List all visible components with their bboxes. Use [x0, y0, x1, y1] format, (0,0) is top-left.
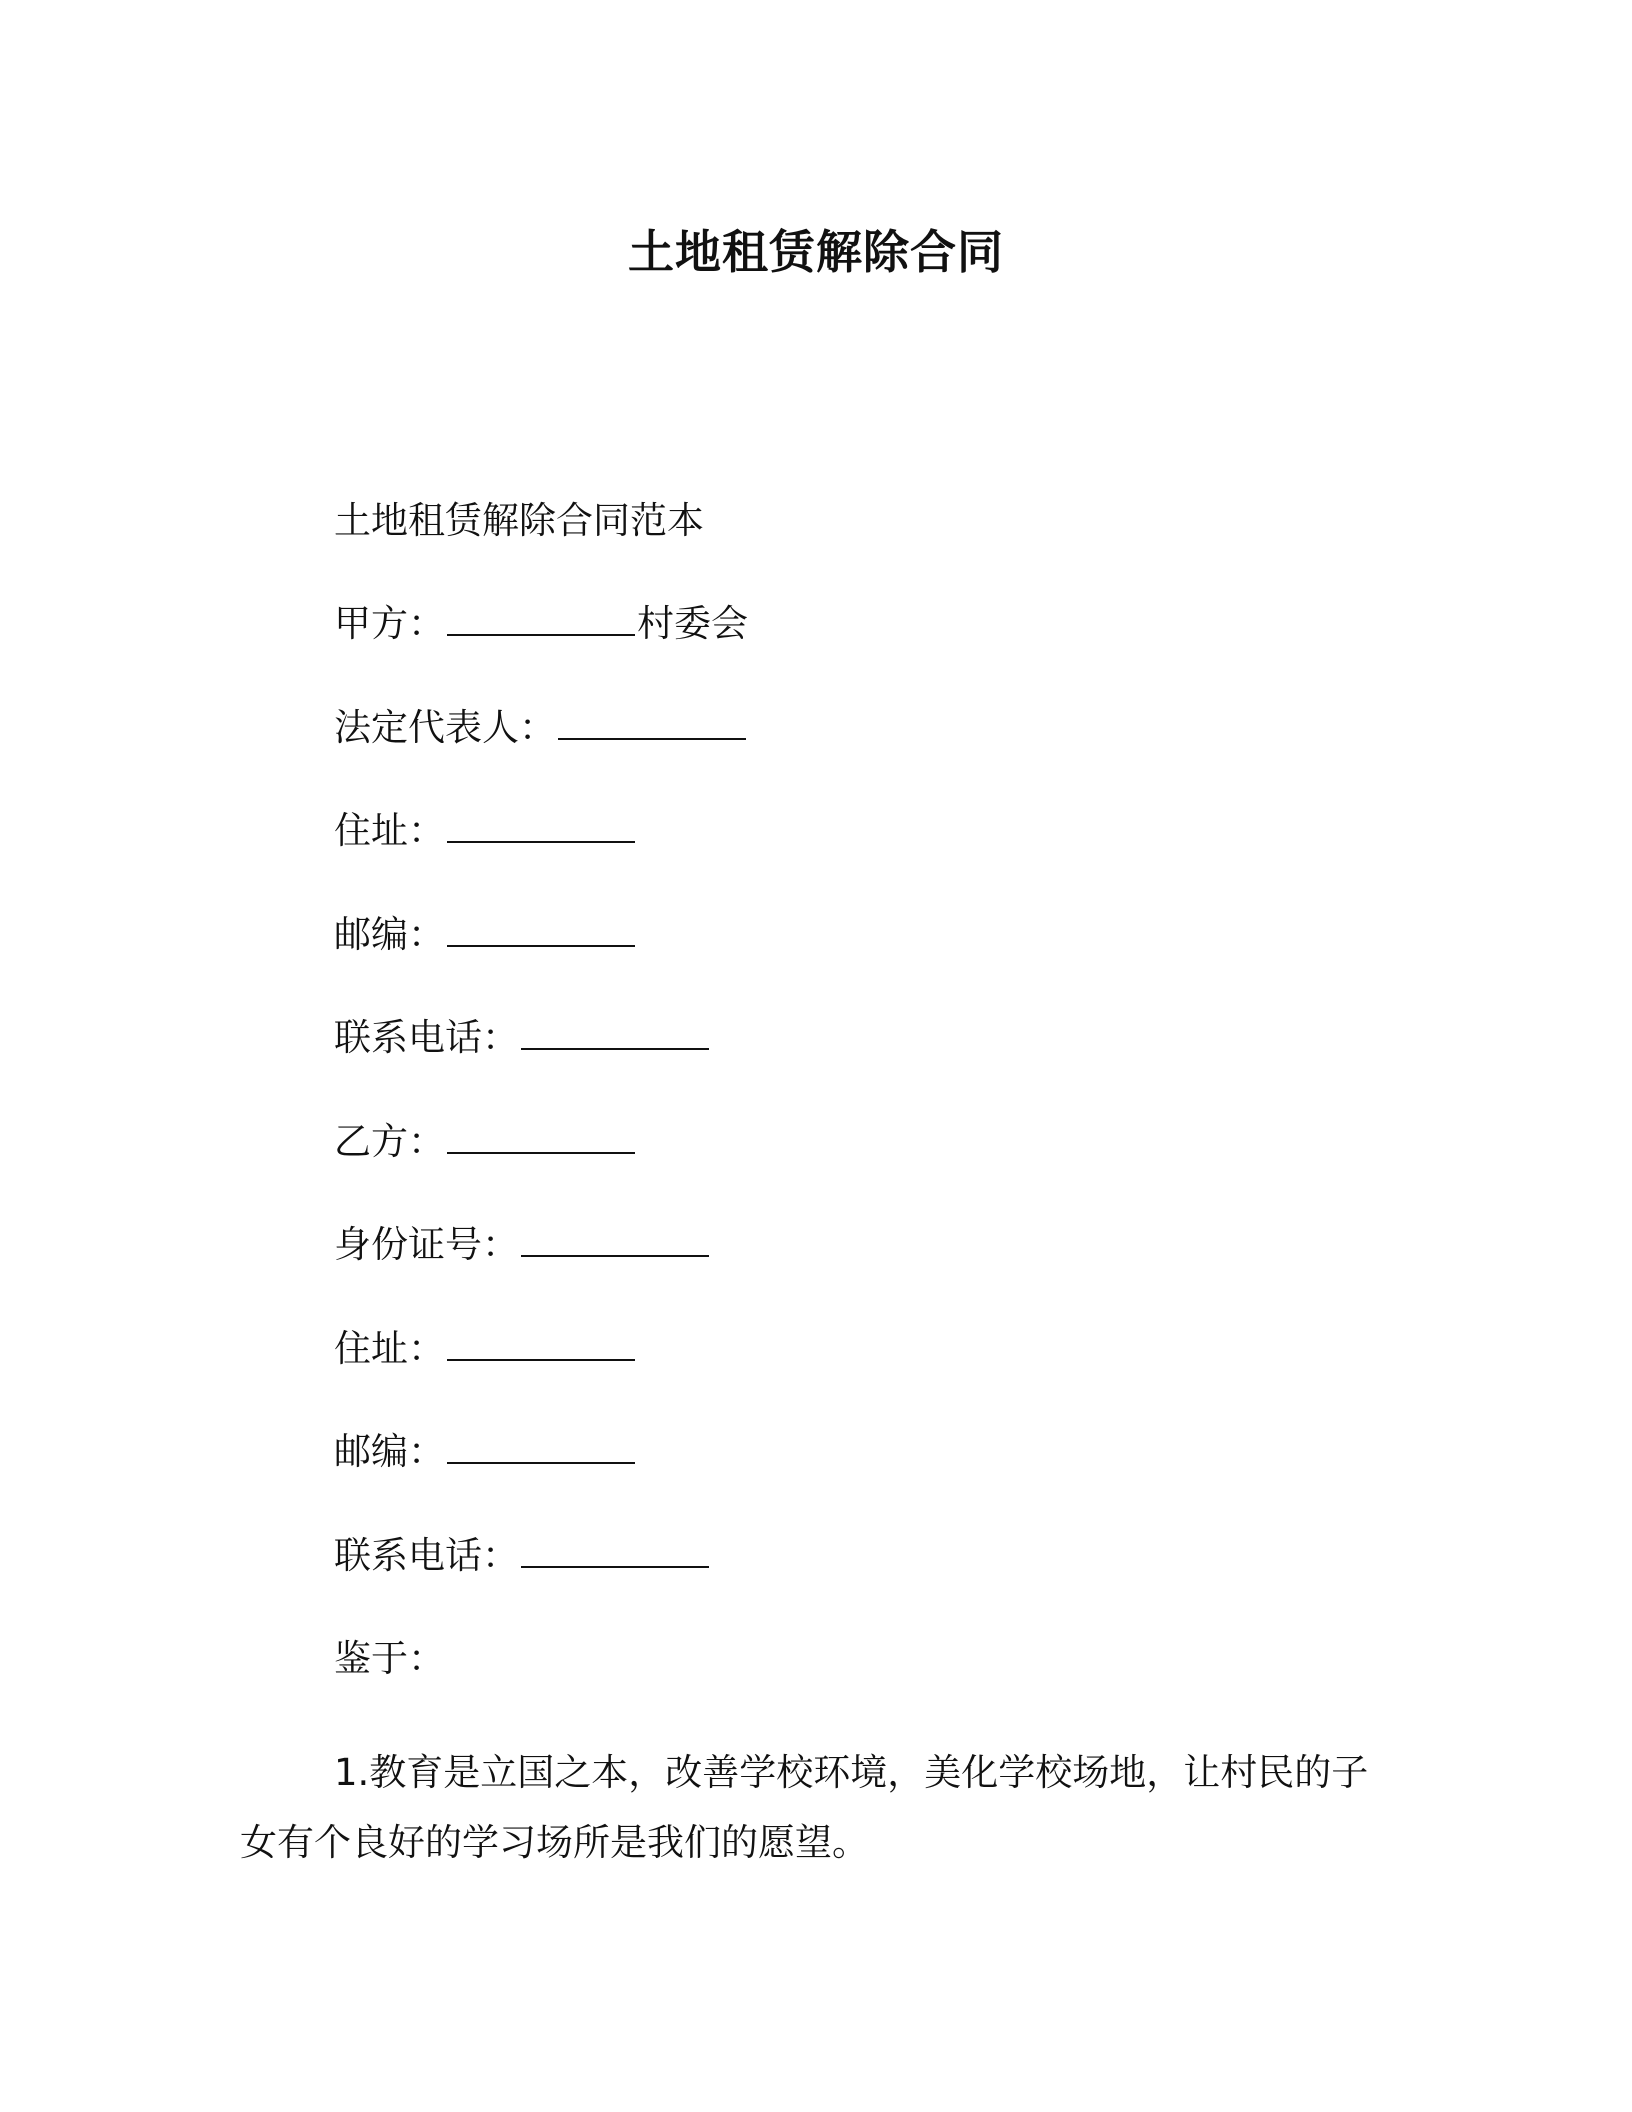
party-b-postcode-label: 邮编：	[334, 1430, 445, 1473]
party-a-address-blank	[447, 811, 635, 843]
representative-label: 法定代表人：	[334, 706, 556, 749]
document-subtitle: 土地租赁解除合同范本	[334, 499, 704, 542]
party-b-label: 乙方：	[334, 1120, 445, 1163]
party-b-address-line	[334, 1324, 637, 1374]
party-b-phone-blank	[521, 1536, 709, 1568]
whereas-label: 鉴于：	[334, 1637, 445, 1680]
party-a-label: 甲方：	[334, 602, 445, 645]
party-a-blank	[447, 604, 635, 636]
party-a-suffix: 村委会	[637, 602, 748, 645]
party-b-id-blank	[521, 1225, 709, 1257]
party-b-address-blank	[447, 1329, 635, 1361]
party-b-postcode-line	[334, 1427, 637, 1477]
party-b-address-label: 住址：	[334, 1327, 445, 1370]
party-a-postcode-line	[334, 910, 637, 960]
party-a-postcode-blank	[447, 915, 635, 947]
party-a-postcode-label: 邮编：	[334, 913, 445, 956]
party-a-phone-label: 联系电话：	[334, 1016, 519, 1059]
representative-blank	[558, 708, 746, 740]
clause-1-paragraph: 1.教育是立国之本，改善学校环境，美化学校场地，让村民的子女有个良好的学习场所是我们的愿望。	[240, 1751, 1369, 1864]
party-b-postcode-blank	[447, 1432, 635, 1464]
party-a-phone-line	[334, 1013, 711, 1063]
party-b-id-label: 身份证号：	[334, 1223, 519, 1266]
document-title: 土地租赁解除合同	[628, 225, 1004, 279]
party-a-address-line	[334, 806, 637, 856]
party-a-address-label: 住址：	[334, 809, 445, 852]
party-b-line	[334, 1117, 637, 1167]
party-b-blank	[447, 1122, 635, 1154]
party-b-phone-line	[334, 1531, 711, 1581]
party-a-line	[334, 599, 748, 649]
party-a-representative-line	[334, 703, 748, 753]
party-a-phone-blank	[521, 1018, 709, 1050]
party-b-id-line	[334, 1220, 711, 1270]
party-b-phone-label: 联系电话：	[334, 1534, 519, 1577]
